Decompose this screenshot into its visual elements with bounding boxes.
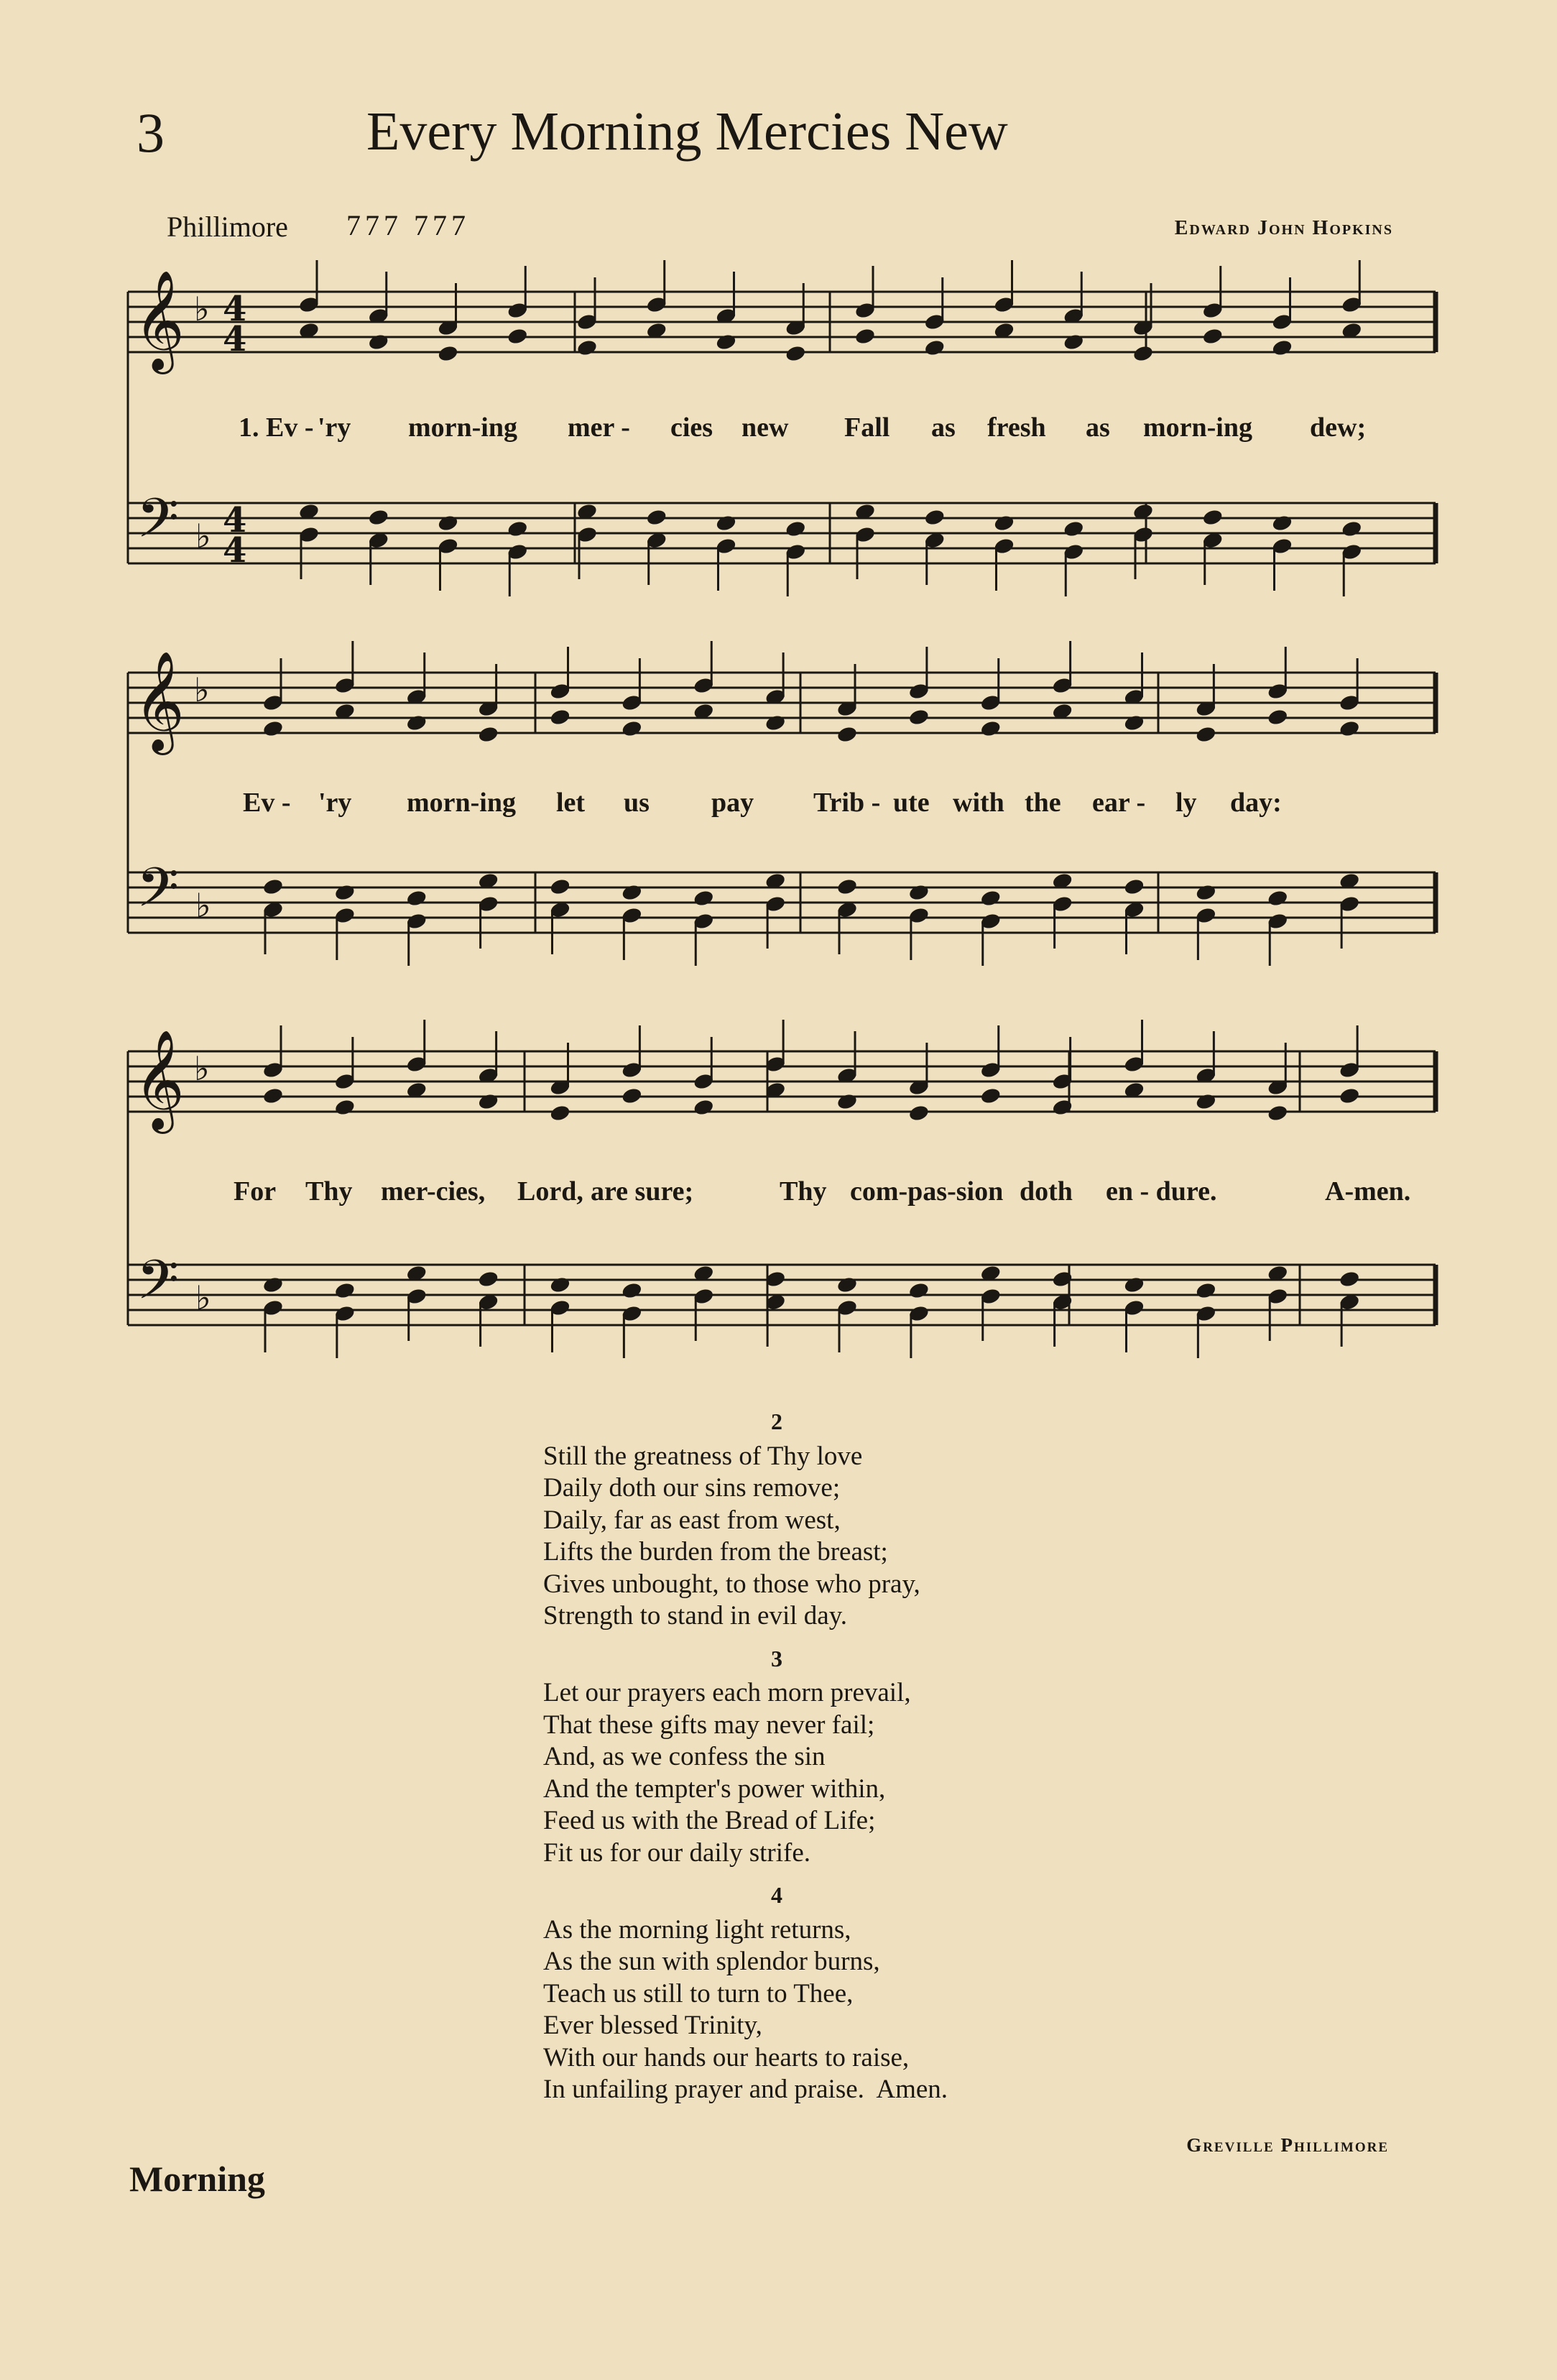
lyric-syllable: new xyxy=(741,412,789,443)
time-signature: 4 xyxy=(223,289,247,329)
tune-name: Phillimore xyxy=(167,211,288,243)
note-head xyxy=(693,889,715,908)
lyric-syllable: let xyxy=(556,788,586,818)
verse-line: With our hands our hearts to raise, xyxy=(543,2042,910,2072)
lyric-syllable: Trib - xyxy=(813,788,881,818)
lyric-syllable: Fall xyxy=(844,412,890,443)
stanza-3 xyxy=(543,1643,1161,1870)
note-head xyxy=(1195,883,1217,902)
note-head xyxy=(549,1104,571,1122)
note-head xyxy=(1339,719,1361,738)
note-head xyxy=(1267,708,1289,727)
verse-line: Gives unbought, to those who pray, xyxy=(543,1569,920,1599)
note-head xyxy=(715,514,737,532)
lyric-syllable: 1. Ev - xyxy=(239,412,314,443)
lyric-syllable: as xyxy=(1086,412,1110,443)
note-head xyxy=(1201,327,1224,346)
note-head xyxy=(908,1281,930,1300)
note-head xyxy=(908,708,930,727)
flat-sign: ♭ xyxy=(194,670,210,709)
note-head xyxy=(477,725,499,744)
note-head xyxy=(1195,1281,1217,1300)
lyric-syllable: A-men. xyxy=(1325,1176,1411,1207)
note-head xyxy=(405,714,428,732)
lyric-syllable: as xyxy=(931,412,956,443)
stanza-number: 3 xyxy=(771,1645,782,1671)
note-head xyxy=(367,333,389,351)
lyric-syllable: cies xyxy=(670,412,713,443)
bass-clef: 𝄢 xyxy=(137,856,180,933)
verse-line: And, as we confess the sin xyxy=(543,1742,826,1771)
note-head xyxy=(1341,520,1363,538)
lyric-syllable: us xyxy=(624,788,650,818)
verse-line: Daily, far as east from west, xyxy=(543,1505,841,1535)
author: Greville Phillimore xyxy=(1186,2134,1389,2156)
treble-clef: 𝄞 xyxy=(134,270,185,370)
note-head xyxy=(334,883,356,902)
note-head xyxy=(1063,333,1085,351)
lyric-syllable: mer - xyxy=(568,412,630,443)
note-head xyxy=(836,1092,859,1111)
note-head xyxy=(621,719,643,738)
verse-line: Still the greatness of Thy love xyxy=(543,1441,863,1471)
note-head xyxy=(645,508,667,527)
note-head xyxy=(1195,1092,1217,1111)
treble-clef: 𝄞 xyxy=(134,651,185,751)
lyric-syllable: with xyxy=(953,788,1004,818)
lyric-syllable: Lord, xyxy=(517,1176,583,1207)
note-head xyxy=(1123,877,1145,896)
flat-sign: ♭ xyxy=(195,1278,211,1317)
lyric-syllable: mer-cies, xyxy=(381,1176,486,1207)
note-head xyxy=(1267,889,1289,908)
note-head xyxy=(1195,725,1217,744)
lyric-syllable: ly xyxy=(1175,788,1197,818)
hymn-title: Every Morning Mercies New xyxy=(366,101,1008,162)
lyric-syllable: 'ry xyxy=(318,412,351,443)
verse-line: Feed us with the Bread of Life; xyxy=(543,1806,876,1835)
note-head xyxy=(262,719,285,738)
note-head xyxy=(1271,338,1293,357)
lyric-syllable: doth xyxy=(1020,1176,1073,1207)
verse-line: Fit us for our daily strife. xyxy=(543,1837,811,1868)
lyric-syllable: com-pas-sion xyxy=(850,1176,1004,1207)
note-head xyxy=(477,1092,499,1111)
note-head xyxy=(437,514,459,532)
note-head xyxy=(507,520,529,538)
lyric-syllable: en - dure. xyxy=(1106,1176,1217,1207)
note-head xyxy=(334,1098,356,1117)
verse-line: As the morning light returns, xyxy=(543,1914,851,1945)
note-head xyxy=(477,1270,499,1288)
section-label: Morning xyxy=(129,2159,265,2199)
flat-sign: ♭ xyxy=(195,886,211,925)
note-head xyxy=(715,333,737,351)
verse-line: And the tempter's power within, xyxy=(543,1774,886,1804)
verse-line: In unfailing prayer and praise. Amen. xyxy=(543,2075,948,2104)
note-head xyxy=(549,708,571,727)
verse-line: Teach us still to turn to Thee, xyxy=(543,1978,854,2008)
note-head xyxy=(262,1276,285,1294)
lyric-syllable: Ev - xyxy=(243,788,291,818)
stanzas xyxy=(543,1401,1161,2106)
hymn-number: 3 xyxy=(137,101,165,164)
bass-clef: 𝄢 xyxy=(137,486,180,563)
treble-clef: 𝄞 xyxy=(134,1030,185,1130)
note-head xyxy=(1201,508,1224,527)
note-head xyxy=(979,1087,1002,1105)
flat-sign: ♭ xyxy=(194,1049,210,1088)
note-head xyxy=(836,877,859,896)
lyric-syllable: the xyxy=(1025,788,1061,818)
note-head xyxy=(785,520,807,538)
note-head xyxy=(836,725,859,744)
note-head xyxy=(923,338,946,357)
lyric-syllable: morn-ing xyxy=(408,412,517,443)
flat-sign: ♭ xyxy=(194,290,210,328)
note-head xyxy=(1339,1270,1361,1288)
note-head xyxy=(993,514,1015,532)
note-head xyxy=(437,344,459,363)
note-head xyxy=(367,508,389,527)
note-head xyxy=(1132,344,1155,363)
verse-line: Let our prayers each morn prevail, xyxy=(543,1678,911,1707)
note-head xyxy=(908,883,930,902)
note-head xyxy=(621,1281,643,1300)
note-head xyxy=(549,877,571,896)
meter: 777 777 xyxy=(346,209,470,241)
lyric-syllable: For xyxy=(234,1176,277,1207)
stanza-number: 2 xyxy=(771,1408,782,1434)
lyric-syllable: pay xyxy=(711,788,754,818)
lyric-syllable: fresh xyxy=(987,412,1046,443)
verse-line: Ever blessed Trinity, xyxy=(543,2011,762,2040)
time-signature: 4 xyxy=(223,530,247,571)
note-head xyxy=(1123,1276,1145,1294)
time-signature: 4 xyxy=(223,500,247,540)
note-head xyxy=(1063,520,1085,538)
note-head xyxy=(1339,1087,1361,1105)
note-head xyxy=(262,877,285,896)
note-head xyxy=(785,344,807,363)
note-head xyxy=(979,889,1002,908)
note-head xyxy=(1123,714,1145,732)
verse-line: As the sun with splendor burns, xyxy=(543,1947,880,1976)
note-head xyxy=(405,889,428,908)
stanza-number: 4 xyxy=(771,1882,782,1908)
note-head xyxy=(621,1087,643,1105)
stanza-4 xyxy=(543,1879,1161,2106)
lyric-syllable: dew; xyxy=(1310,412,1367,443)
verse-line: That these gifts may never fail; xyxy=(543,1710,875,1740)
composer: Edward John Hopkins xyxy=(1174,217,1393,239)
note-head xyxy=(507,327,529,346)
lyric-syllable: morn-ing xyxy=(1143,412,1252,443)
lyric-syllable: morn-ing xyxy=(407,788,516,818)
note-head xyxy=(854,327,877,346)
note-head xyxy=(621,883,643,902)
note-head xyxy=(908,1104,930,1122)
note-head xyxy=(836,1276,859,1294)
note-head xyxy=(764,714,787,732)
verse-line: Lifts the burden from the breast; xyxy=(543,1537,888,1567)
stanza-2 xyxy=(543,1406,1161,1633)
time-signature: 4 xyxy=(223,319,247,359)
flat-sign: ♭ xyxy=(195,517,211,555)
note-head xyxy=(1267,1104,1289,1122)
note-head xyxy=(549,1276,571,1294)
verse-line: Daily doth our sins remove; xyxy=(543,1473,841,1503)
lyric-syllable: 'ry xyxy=(318,788,352,818)
bass-clef: 𝄢 xyxy=(137,1248,180,1325)
note-head xyxy=(576,338,599,357)
verse-line: Strength to stand in evil day. xyxy=(543,1601,848,1631)
lyric-syllable: ute xyxy=(893,788,930,818)
note-head xyxy=(334,1281,356,1300)
lyric-syllable: Thy xyxy=(780,1176,827,1207)
lyric-syllable: are sure; xyxy=(591,1176,694,1207)
lyric-syllable: day: xyxy=(1230,788,1282,818)
note-head xyxy=(979,719,1002,738)
note-head xyxy=(923,508,946,527)
lyric-syllable: Thy xyxy=(305,1176,353,1207)
note-head xyxy=(1271,514,1293,532)
lyric-syllable: ear - xyxy=(1092,788,1146,818)
note-head xyxy=(693,1098,715,1117)
note-head xyxy=(262,1087,285,1105)
